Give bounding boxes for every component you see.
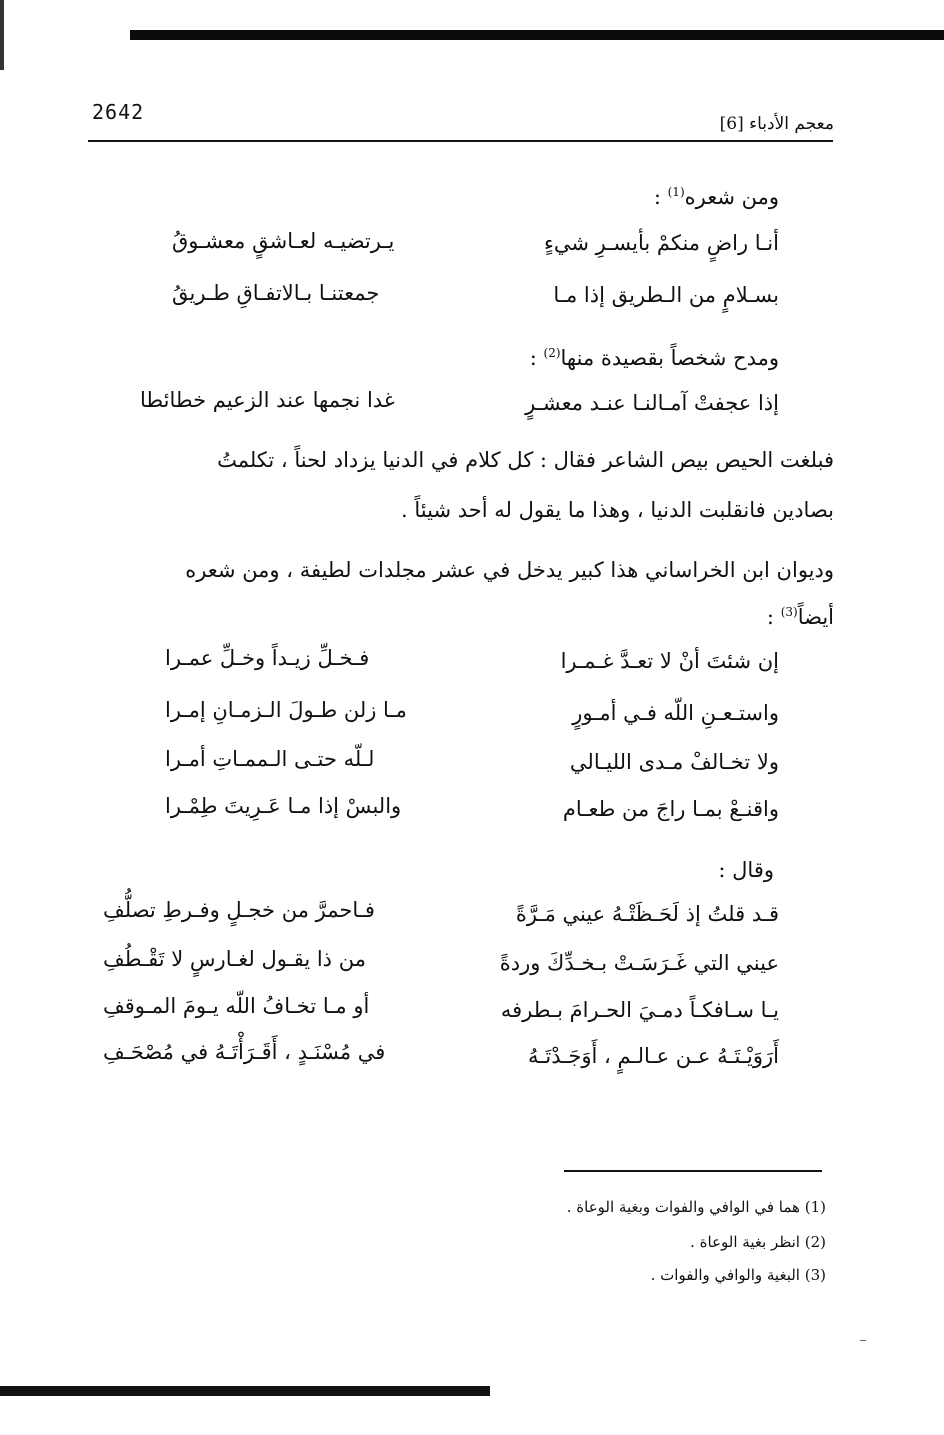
verse-hemistich-second: مـا زلن طـولَ الـزمـانِ إمـرا [165, 698, 407, 722]
intro-line-3: وقال : [718, 858, 774, 882]
footnote-ref: (2) [543, 346, 561, 360]
verse-hemistich-first: أَرَوَيْـتَـهُ عـن عـالـمٍ ، أَوَجَـدْتَـهُ [527, 1044, 779, 1068]
intro-line-2: ومدح شخصاً بقصيدة منها$^{(2)}$ : [529, 346, 779, 370]
page-number: 2642 [92, 100, 145, 124]
prose-paragraph-1-line-2: بصادين فانقلبت الدنيا ، وهذا ما يقول له أحد شيئاً . [401, 498, 834, 522]
verse-hemistich-second: في مُسْنَـدٍ ، أَقَـرَأْتَـهُ في مُصْحَـفِ [103, 1040, 386, 1064]
prose-paragraph-2-line-1: وديوان ابن الخراساني هذا كبير يدخل في عشر مجلدات لطيفة ، ومن شعره [185, 558, 834, 582]
verse-hemistich-first: ولا تخـالفْ مـدى الليـالي [569, 750, 779, 774]
verse-hemistich-first: إن شئتَ أنْ لا تعـدَّ غـمـرا [560, 649, 779, 673]
verse-hemistich-second: أو مـا تخـافُ اللّه يـومَ المـوقفِ [103, 994, 370, 1018]
footnote-ref: (1) [667, 185, 685, 199]
footnote-2: (2) انظر بغية الوعاة . [690, 1233, 826, 1251]
verse-hemistich-second: يـرتضيـه لعـاشقٍ معشـوقُ [172, 229, 395, 253]
verse-hemistich-second: لـلّه حتـى الـممـاتِ أمـرا [165, 747, 375, 771]
verse-hemistich-first: واقنـعْ بمـا راجَ من طعـام [562, 797, 779, 821]
verse-hemistich-first: أنـا راضٍ منكمْ بأيسـرِ شيءٍ [544, 231, 779, 255]
verse-hemistich-first: إذا عجفتْ آمـالنـا عنـد معشـرٍ [525, 391, 779, 415]
verse-hemistich-second: فـخـلِّ زيـداً وخـلِّ عمـرا [165, 646, 370, 670]
scan-edge-left [0, 0, 4, 70]
verse-hemistich-second: غدا نجمها عند الزعيم خطائطا [140, 388, 395, 412]
verse-hemistich-second: من ذا يقـول لغـارسٍ لا تَقْـطُفِ [103, 947, 366, 971]
prose-paragraph-1-line-1: فبلغت الحيص بيص الشاعر فقال : كل كلام في الدنيا يزداد لحناً ، تكلمتُ [217, 448, 834, 472]
intro-line-1: ومن شعره$^{(1)}$ : [653, 185, 779, 209]
footnote-3: (3) البغية والوافي والفوات . [650, 1266, 826, 1284]
verse-hemistich-first: قـد قلتُ إذ لَحَـظَتْـهُ عيني مَـرَّةً [515, 902, 779, 926]
verse-hemistich-second: والبسْ إذا مـا عَـرِيتَ طِمْـرا [165, 794, 402, 818]
verse-hemistich-first: واستـعـنِ اللّه فـي أمـورٍ [572, 701, 779, 725]
verse-hemistich-second: جمعتنـا بـالاتفـاقِ طـريقُ [172, 281, 380, 305]
header-rule [88, 140, 833, 142]
verse-hemistich-first: يـا سـافكـاً دمـيَ الحـرامَ بـطرفه [500, 998, 779, 1022]
footnote-1: (1) هما في الوافي والفوات وبغية الوعاة . [566, 1198, 826, 1216]
prose-paragraph-2-line-2: أيضاً$^{(3)}$ : [766, 605, 834, 629]
verse-hemistich-first: عيني التي غَـرَسَـتْ بـخـدِّكَ وردةً [499, 951, 779, 975]
verse-hemistich-second: فـاحمرَّ من خجـلٍ وفـرطِ تصلُّفِ [103, 898, 375, 922]
verse-hemistich-first: بسـلامٍ من الـطريق إذا مـا [553, 283, 779, 307]
scan-edge-top [130, 30, 944, 40]
scan-speck [860, 1340, 866, 1341]
scan-edge-bottom [0, 1386, 490, 1396]
footnote-ref: (3) [780, 605, 798, 619]
footnote-rule [564, 1170, 822, 1172]
running-head: معجم الأدباء [6] [719, 114, 834, 134]
